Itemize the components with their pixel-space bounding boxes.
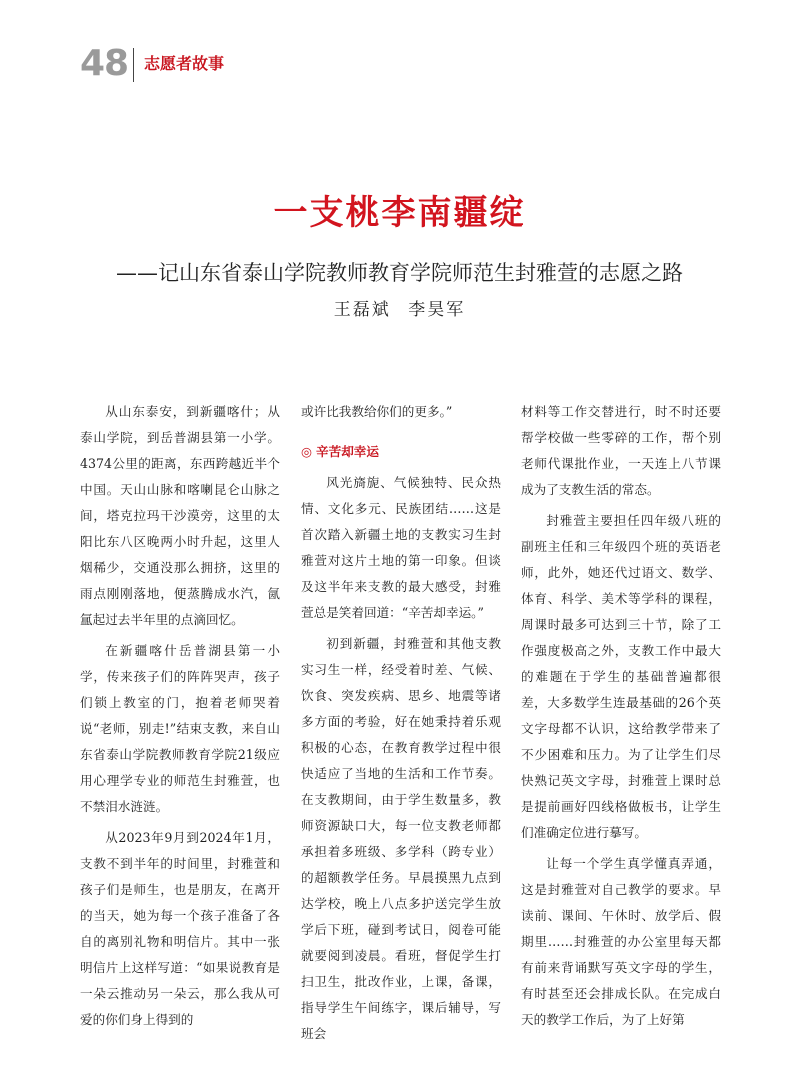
paragraph: 风光旖旎、气候独特、民众热情、文化多元、民族团结……这是首次踏入新疆土地的支教实习生封雅萱对这片土地的第一印象。但谈及这半年来支教的最大感受，封雅萱总是笑着回道：“辛苦却幸运。” (301, 475, 501, 620)
paragraph: 从山东泰安，到新疆喀什；从泰山学院，到岳普湖县第一小学。4374公里的距离，东西跨越近半个中国。天山山脉和喀喇昆仑山脉之间，塔克拉玛干沙漠旁，这里的太阳比东八区晚两小时升起，这里人烟稀少，交通没那么拥挤，这里的雨点刚刚落地，便蒸腾成水汽，氤氲起过去半年里的点滴回忆。 (80, 404, 280, 627)
article-title: 一支桃李南疆绽 (273, 193, 526, 233)
paragraph: 材料等工作交替进行，时不时还要帮学校做一些零碎的工作，帮个别老师代课批作业，一天连上八节课成为了支教生活的常态。 (521, 404, 721, 497)
bullet-circle-icon: ◎ (301, 444, 312, 459)
page-number: 48 (80, 43, 129, 84)
paragraph: 或许比我教给你们的更多。” (301, 404, 453, 419)
article-subtitle: ——记山东省泰山学院教师教育学院师范生封雅萱的志愿之路 (116, 261, 683, 285)
body-column-2 (301, 399, 501, 1052)
paragraph: 初到新疆，封雅萱和其他支教实习生一样，经受着时差、气候、饮食、突发疾病、思乡、地震等诸多方面的考验，好在她秉持着乐观积极的心态，在教育教学过程中很快适应了当地的生活和工作节奏。在支教期间，由于学生数量多，教师资源缺口大，每一位支教老师都承担着多班级、多学科（跨专业）的超额教学任务。早晨摸黑九点到达学校，晚上八点多护送完学生放学后下班，碰到考试日，阅卷可能就要阅到凌晨。看班，督促学生打扫卫生，批改作业，上课，备课，指导学生午间练字，课后辅导，写班会 (301, 636, 501, 1041)
subheading-text: 辛苦却幸运 (316, 444, 379, 459)
body-column-3 (521, 399, 721, 1038)
paragraph: 从2023年9月到2024年1月，支教不到半年的时间里，封雅萱和孩子们是师生，也是朋友，在离开的当天，她为每一个孩子准备了各自的离别礼物和明信片。其中一张明信片上这样写道：“如果说教育是一朵云推动另一朵云，那么我从可爱的你们身上得到的 (80, 830, 280, 1027)
paragraph: 让每一个学生真学懂真弄通，这是封雅萱对自己教学的要求。早读前、课间、午休时、放学后、假期里……封雅萱的办公室里每天都有前来背诵默写英文字母的学生，有时甚至还会排成长队。在完成白天的教学工作后，为了上好第 (521, 856, 721, 1027)
paragraph: 封雅萱主要担任四年级八班的副班主任和三年级四个班的英语老师，此外，她还代过语文、数学、体育、科学、美术等学科的课程，周课时最多可达到三十节，除了工作强度极高之外，支教工作中最大的难题在于学生的基础普遍都很差，大多数学生连最基础的26个英文字母都不认识，这给教学带来了不少困难和压力。为了让学生们尽快熟记英文字母，封雅萱上课时总是提前画好四线格做板书，让学生们准确定位进行摹写。 (521, 513, 721, 840)
body-column-1 (80, 399, 280, 1038)
article-authors: 王磊斌 李昊军 (333, 300, 466, 320)
header-divider (133, 48, 134, 82)
paragraph: 在新疆喀什岳普湖县第一小学，传来孩子们的阵阵哭声，孩子们锁上教室的门，抱着老师哭着说“老师，别走!”结束支教，来自山东省泰山学院教师教育学院21级应用心理学专业的师范生封雅萱，也不禁泪水涟涟。 (80, 643, 280, 814)
section-label: 志愿者故事 (144, 54, 225, 73)
section-subheading (301, 439, 501, 465)
